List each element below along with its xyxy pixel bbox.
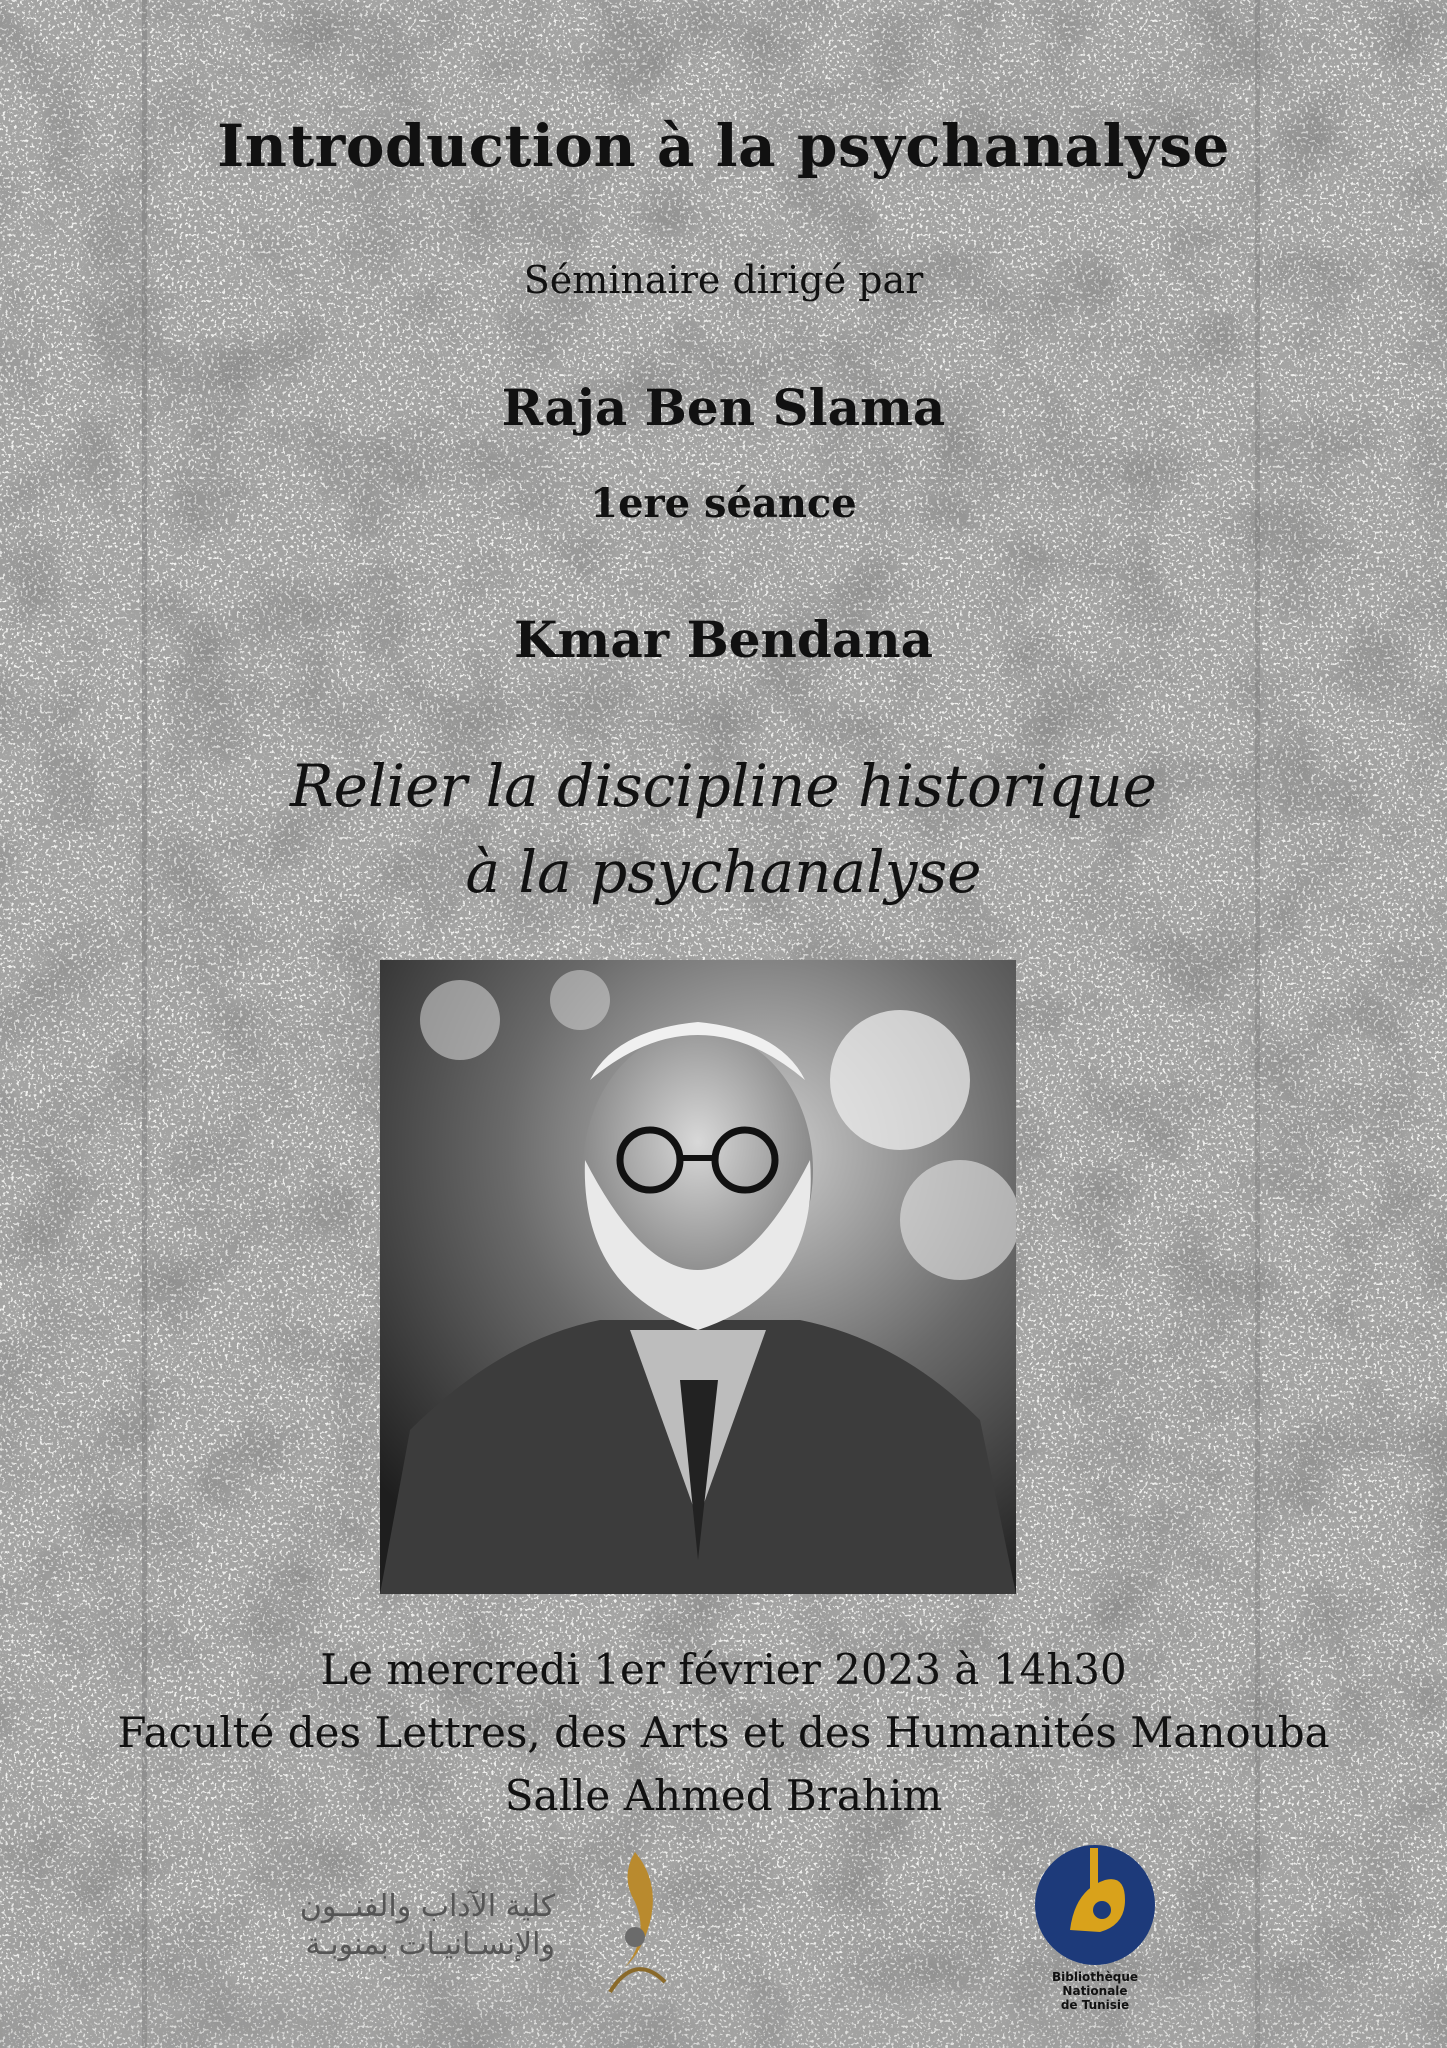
library-logo-icon [1030, 1840, 1160, 1970]
director-name: Raja Ben Slama [501, 378, 946, 437]
speaker-name: Kmar Bendana [513, 610, 934, 669]
library-logo-text [1020, 1970, 1170, 2012]
talk-title-line-1: Relier la discipline historique [290, 752, 1157, 820]
event-date-time: Le mercredi 1er février 2023 à 14h30 [320, 1645, 1127, 1694]
poster-subtitle: Séminaire dirigé par [523, 258, 924, 302]
event-room: Salle Ahmed Brahim [504, 1771, 943, 1820]
faculty-name-line-1: كلية الآداب والفنــون [299, 1889, 555, 1924]
portrait-photo [380, 960, 1016, 1594]
faculty-logo-text [265, 1888, 555, 1964]
event-institution: Faculté des Lettres, des Arts et des Humanités Manouba [117, 1708, 1330, 1757]
library-name-line-1: Bibliothèque Nationale [1051, 1970, 1138, 1998]
talk-title-line-2: à la psychanalyse [465, 838, 982, 906]
poster-title: Introduction à la psychanalyse [217, 112, 1230, 180]
faculty-emblem-icon [580, 1842, 690, 2002]
library-name-line-2: de Tunisie [1060, 1998, 1130, 2012]
faculty-name-line-2: والإنسـانيـات بمنوبـة [305, 1927, 555, 1962]
session-label: 1ere séance [590, 480, 857, 527]
